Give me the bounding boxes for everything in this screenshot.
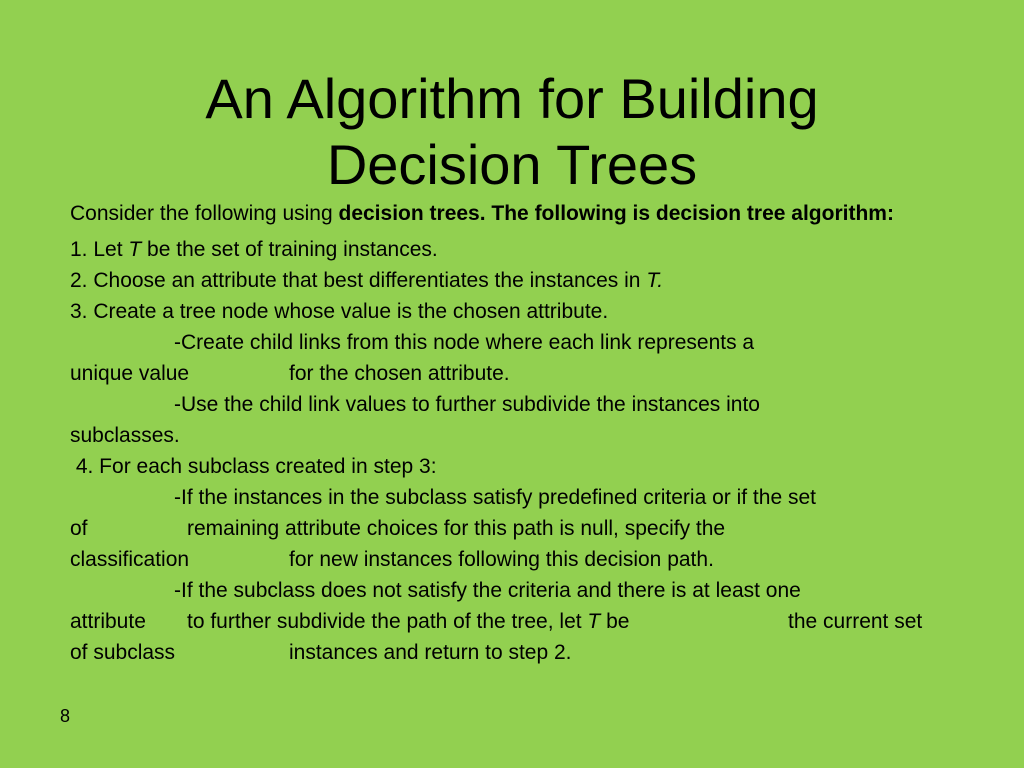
step-3b-text-1: -Use the child link values to further subdivide the instances into	[174, 393, 760, 416]
step-4b-text-1: -If the subclass does not satisfy the criteria and there is at least one	[174, 579, 801, 602]
step-4	[70, 451, 970, 482]
step-4-text: 4. For each subclass created in step 3:	[70, 455, 437, 478]
step-1-text-b: be the set of training instances.	[141, 238, 438, 261]
step-3a-line-2	[70, 358, 970, 389]
slide-title-line-2: Decision Trees	[326, 133, 698, 196]
step-2-text: 2. Choose an attribute that best differentiates the instances in	[70, 269, 647, 292]
step-4a-text-3b: for new instances following this decision path.	[289, 548, 714, 571]
slide-number: 8	[60, 706, 71, 726]
step-1-text-a: 1. Let	[70, 238, 129, 261]
step-4a-text-2b: remaining attribute choices for this path is null, specify the	[187, 517, 726, 540]
step-4a-text-1: -If the instances in the subclass satisfy predefined criteria or if the set	[174, 486, 816, 509]
step-4b-text-3b: instances and return to step 2.	[289, 641, 572, 664]
step-4a-line-2	[70, 513, 970, 544]
step-2-variable-t: T.	[646, 269, 664, 292]
step-3a-text-1: -Create child links from this node where each link represents a	[174, 331, 755, 354]
slide-title	[0, 66, 1024, 198]
step-4a-line-3	[70, 544, 970, 575]
step-3a-line-1	[70, 327, 970, 358]
step-4a-text-2a: of	[70, 517, 88, 540]
step-3	[70, 296, 970, 327]
step-3a-text-2a: unique value	[70, 362, 190, 385]
step-4b-text-2a: attribute	[70, 610, 146, 633]
step-4b-variable-t: T	[587, 610, 601, 633]
step-3b-line-2	[70, 420, 970, 451]
intro-bold-text: decision trees. The following is decision tree algorithm:	[338, 202, 894, 225]
step-4a-line-1	[70, 482, 970, 513]
step-4b-text-2-group	[187, 606, 629, 637]
step-4b-line-3	[70, 637, 970, 668]
slide-body	[70, 198, 970, 668]
step-1-variable-t: T	[128, 238, 142, 261]
intro-plain-text: Consider the following using	[70, 202, 339, 225]
step-4b-text-3a: of subclass	[70, 641, 176, 664]
step-4a-text-3a: classification	[70, 548, 190, 571]
step-3-text: 3. Create a tree node whose value is the chosen attribute.	[70, 300, 609, 323]
step-3b-line-1	[70, 389, 970, 420]
step-3a-text-2b: for the chosen attribute.	[289, 362, 510, 385]
intro-paragraph	[70, 198, 970, 230]
slide-title-line-1: An Algorithm for Building	[205, 67, 819, 130]
step-4b-line-2	[70, 606, 970, 637]
step-4b-text-2c: be	[600, 610, 630, 633]
step-4b-line-1	[70, 575, 970, 606]
step-4b-text-2b: to further subdivide the path of the tree, let	[187, 610, 588, 633]
step-1	[70, 234, 970, 265]
step-3b-text-2: subclasses.	[70, 424, 180, 447]
step-4b-text-2d: the current set	[788, 610, 923, 633]
step-2	[70, 265, 970, 296]
